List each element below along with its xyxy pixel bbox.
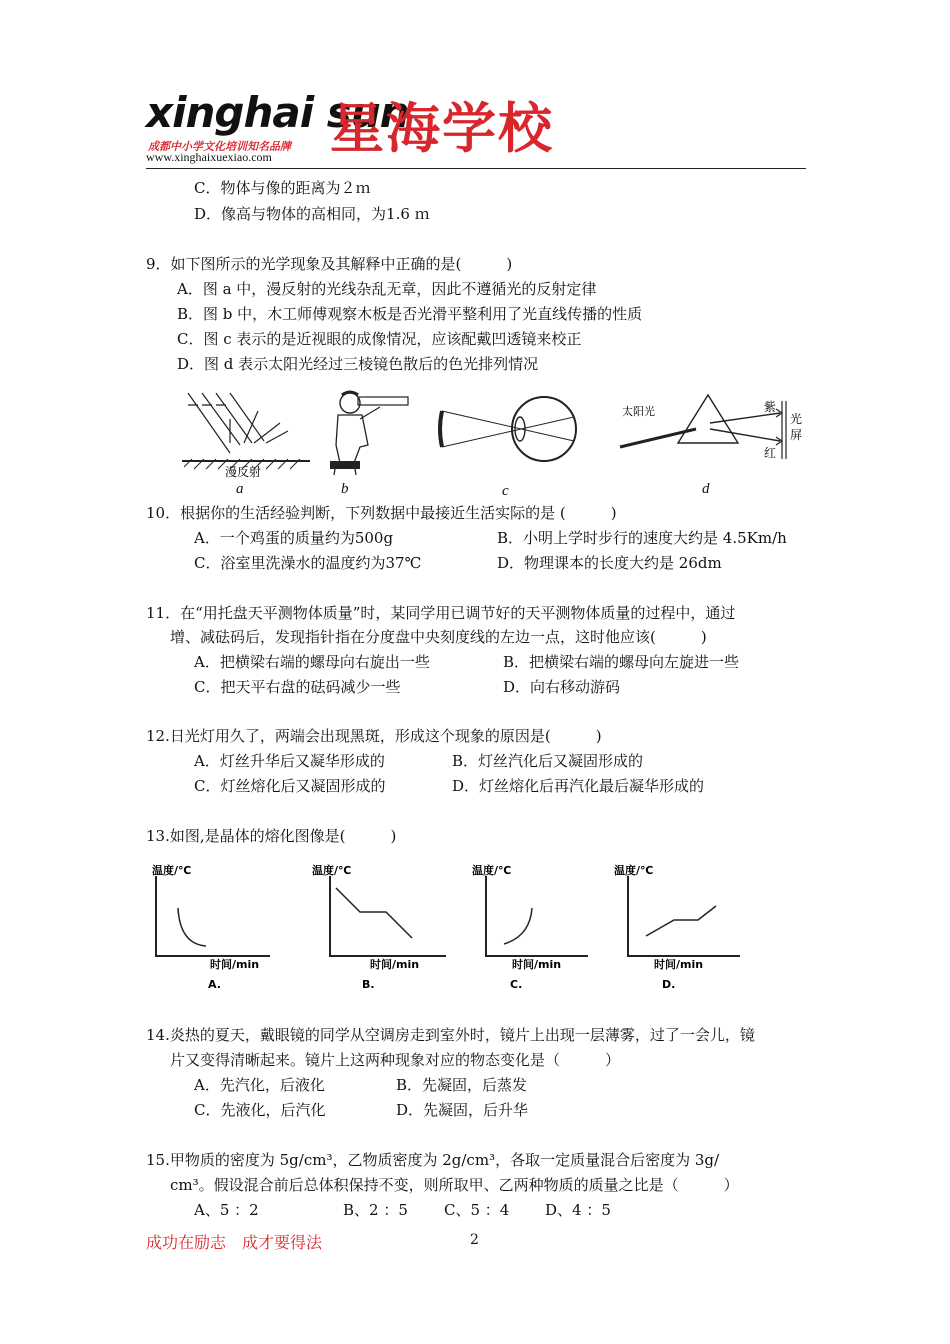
q14-stem-line2: 片又变得清晰起来。镜片上这两种现象对应的物态变化是（ ） xyxy=(170,1051,621,1069)
q15-stem-line1: 15.甲物质的密度为 5g/cm³，乙物质密度为 2g/cm³，各取一定质量混合后密度为 3g/ xyxy=(146,1151,720,1169)
q10-stem: 10．根据你的生活经验判断，下列数据中最接近生活实际的是 ( ) xyxy=(146,504,617,522)
q9-option-b: B．图 b 中，木工师傅观察木板是否光滑平整利用了光直线传播的性质 xyxy=(177,305,643,323)
graph-d-xlabel: 时间/min xyxy=(654,958,704,971)
q14-option-a: A．先汽化，后液化 xyxy=(194,1076,325,1094)
q11-option-c: C．把天平右盘的砝码减少一些 xyxy=(194,678,401,696)
q10-option-b: B．小明上学时步行的速度大约是 4.5Km/h xyxy=(497,529,787,547)
q12-option-b: B．灯丝汽化后又凝固形成的 xyxy=(452,752,644,770)
q13-stem: 13.如图,是晶体的熔化图像是( ) xyxy=(146,827,397,845)
q12-option-d: D．灯丝熔化后再汽化最后凝华形成的 xyxy=(452,777,705,795)
graph-d-ylabel: 温度/℃ xyxy=(614,864,654,877)
q9-figures xyxy=(170,383,810,493)
red-label: 红 xyxy=(764,446,777,460)
q11-stem-line2: 增、减砝码后，发现指针指在分度盘中央刻度线的左边一点，这时他应该( ) xyxy=(170,628,707,646)
logo-chinese-text: 星海学校 xyxy=(330,97,554,160)
graph-b-option: B. xyxy=(362,978,375,991)
website-url[interactable]: www.xinghaixuexiao.com xyxy=(146,150,272,164)
graph-c-option: C. xyxy=(510,978,523,991)
q15-option-c: C、5 ：4 xyxy=(444,1201,510,1219)
logo-latin-text: xinghai sun xyxy=(146,88,409,137)
q15-option-d: D、4 ：5 xyxy=(545,1201,611,1219)
graph-c-xlabel: 时间/min xyxy=(512,958,562,971)
q8-option-d: D．像高与物体的高相同，为1.6 ｍ xyxy=(194,205,430,223)
graph-a-ylabel: 温度/℃ xyxy=(152,864,192,877)
graph-c-ylabel: 温度/℃ xyxy=(472,864,512,877)
q9-option-a: A．图 a 中，漫反射的光线杂乱无章，因此不遵循光的反射定律 xyxy=(177,280,597,298)
screen-label-2: 屏 xyxy=(790,428,803,442)
q13-graphs xyxy=(150,860,750,1000)
figure-a-diffuse-reflection xyxy=(182,393,310,469)
graph-a xyxy=(156,876,270,956)
violet-label: 紫 xyxy=(764,400,777,414)
q14-option-c: C．先液化，后汽化 xyxy=(194,1101,326,1119)
q11-option-d: D．向右移动游码 xyxy=(503,678,621,696)
q11-option-a: A．把横梁右端的螺母向右旋出一些 xyxy=(194,653,430,671)
graph-b-ylabel: 温度/℃ xyxy=(312,864,352,877)
figure-c-label: c xyxy=(502,483,509,499)
q15-option-b: B、2 ：5 xyxy=(343,1201,408,1219)
logo-tagline: 成都中小学文化培训知名品牌 xyxy=(148,140,291,153)
figure-a-label: a xyxy=(236,481,244,497)
graph-a-xlabel: 时间/min xyxy=(210,958,260,971)
q12-stem: 12.日光灯用久了，两端会出现黑斑，形成这个现象的原因是( ) xyxy=(146,727,602,745)
figure-c-eye xyxy=(440,397,576,461)
q14-option-b: B．先凝固，后蒸发 xyxy=(396,1076,528,1094)
q12-option-c: C．灯丝熔化后又凝固形成的 xyxy=(194,777,386,795)
figure-b-label: b xyxy=(341,481,349,497)
graph-c xyxy=(486,876,588,956)
figure-b-carpenter xyxy=(330,392,408,475)
q10-option-a: A．一个鸡蛋的质量约为500g xyxy=(194,529,394,547)
q14-stem-line1: 14.炎热的夏天，戴眼镜的同学从空调房走到室外时，镜片上出现一层薄雾，过了一会儿，镜 xyxy=(146,1026,755,1044)
q11-option-b: B．把横梁右端的螺母向左旋进一些 xyxy=(503,653,740,671)
q9-stem: 9．如下图所示的光学现象及其解释中正确的是( ) xyxy=(146,255,513,273)
figure-a-caption: 漫反射 xyxy=(225,465,262,479)
q10-option-d: D．物理课本的长度大约是 26dm xyxy=(497,554,722,572)
q15-option-a: A、5 ：2 xyxy=(194,1201,259,1219)
graph-a-option: A. xyxy=(208,978,221,991)
q12-option-a: A．灯丝升华后又凝华形成的 xyxy=(194,752,385,770)
q9-option-d: D．图 d 表示太阳光经过三棱镜色散后的色光排列情况 xyxy=(177,355,539,373)
sunlight-label: 太阳光 xyxy=(622,405,655,418)
screen-label-1: 光 xyxy=(790,412,803,426)
q10-option-c: C．浴室里洗澡水的温度约为37℃ xyxy=(194,554,422,572)
graph-b-xlabel: 时间/min xyxy=(370,958,420,971)
figure-d-label: d xyxy=(702,481,710,497)
q15-stem-line2: cm³。假设混合前后总体积保持不变，则所取甲、乙两种物质的质量之比是（ ） xyxy=(170,1176,739,1194)
q8-option-c: C．物体与像的距离为２ｍ xyxy=(194,179,371,197)
header-divider xyxy=(146,168,806,169)
q11-stem-line1: 11．在“用托盘天平测物体质量”时，某同学用已调节好的天平测物体质量的过程中，通过 xyxy=(146,604,736,622)
graph-d xyxy=(628,876,740,956)
graph-d-option: D. xyxy=(662,978,676,991)
q14-option-d: D．先凝固，后升华 xyxy=(396,1101,529,1119)
page-number: 2 xyxy=(470,1232,479,1248)
graph-b xyxy=(330,876,446,956)
footer-motto: 成功在励志 成才要得法 xyxy=(146,1233,323,1252)
q9-option-c: C．图 c 表示的是近视眼的成像情况，应该配戴凹透镜来校正 xyxy=(177,330,582,348)
